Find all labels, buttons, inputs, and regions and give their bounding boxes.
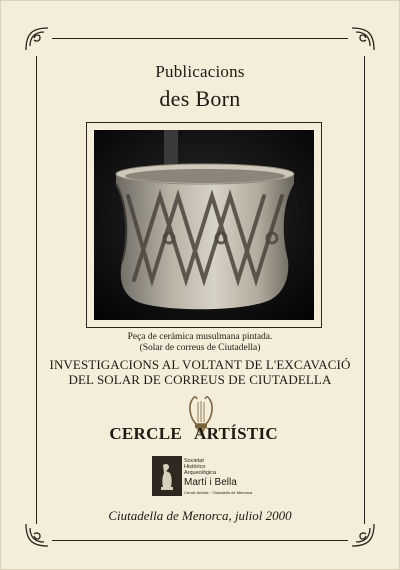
- photo-caption-line-1: Peça de cerámica musulmana pintada.: [127, 332, 273, 342]
- society-label-3: Arqueològica: [184, 470, 217, 476]
- series-title-line-2: des Born: [159, 86, 241, 111]
- society-label-2: Històrico: [184, 464, 206, 470]
- corner-ornament-icon: [348, 520, 378, 550]
- photo-caption-line-2: (Solar de correus de Ciutadella): [139, 343, 261, 353]
- corner-ornament-icon: [22, 24, 52, 54]
- corner-ornament-icon: [22, 520, 52, 550]
- frame-right-line: [364, 56, 365, 524]
- ceramic-vessel-photo: [94, 130, 314, 320]
- society-name: Martí i Bella: [184, 477, 237, 488]
- publisher-name-left: CERCLE: [109, 424, 182, 443]
- society-logo-icon: [152, 456, 182, 496]
- publisher-name-right: ARTÍSTIC: [194, 424, 278, 443]
- frame-top-line: [52, 38, 348, 39]
- frame-left-line: [36, 56, 37, 524]
- society-subline: Cercle Artístic · Ciutadella de Menorca: [184, 490, 253, 495]
- photo-frame: [86, 122, 322, 328]
- society-label-1: Societat: [184, 458, 204, 464]
- place-and-date: Ciutadella de Menorca, juliol 2000: [108, 508, 292, 523]
- series-title-line-1: Publicacions: [155, 62, 245, 81]
- frame-bottom-line: [52, 540, 348, 541]
- corner-ornament-icon: [348, 24, 378, 54]
- book-title-line-2: DEL SOLAR DE CORREUS DE CIUTADELLA: [68, 372, 332, 387]
- book-title-line-1: INVESTIGACIONS AL VOLTANT DE L'EXCAVACIÓ: [49, 357, 351, 372]
